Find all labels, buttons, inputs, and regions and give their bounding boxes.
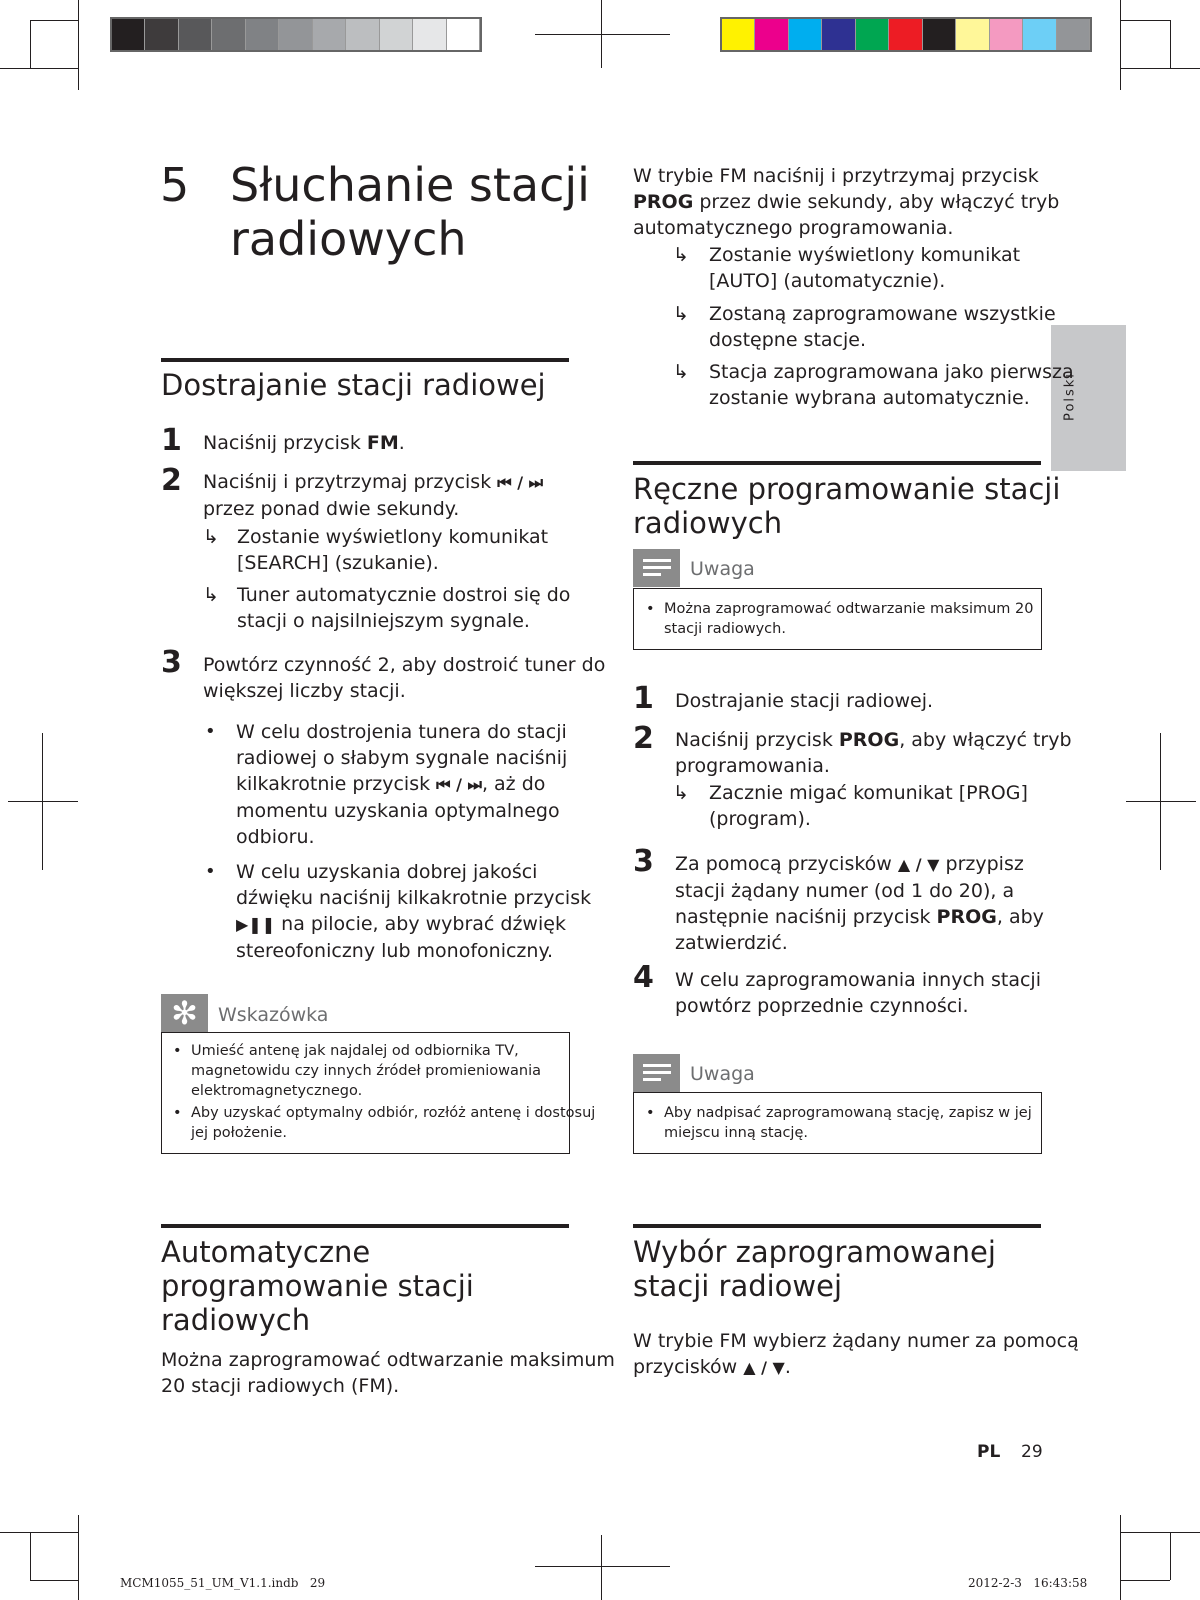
result-text xyxy=(709,359,1074,411)
text-run: , aż do xyxy=(481,773,546,795)
crop-mark xyxy=(1121,68,1200,69)
tip-item xyxy=(191,1041,541,1101)
page-number: 29 xyxy=(1021,1442,1043,1462)
text-line: W trybie FM naciśnij i przytrzymaj przycisk xyxy=(633,165,1039,187)
bullet-icon: • xyxy=(646,601,655,617)
color-swatch xyxy=(755,19,788,50)
print-slug-file: MCM1055_51_UM_V1.1.indb 29 xyxy=(120,1576,326,1590)
text-run: przypisz xyxy=(939,853,1024,875)
language-side-tab-label: Polski xyxy=(1062,372,1078,421)
text-line: W celu uzyskania dobrej jakości xyxy=(236,861,538,883)
text-line: radiowej o słabym sygnale naciśnij xyxy=(236,747,568,769)
text-line: 20 stacji radiowych (FM). xyxy=(161,1375,400,1397)
text-line: zatwierdzić. xyxy=(675,932,788,954)
step-number: 3 xyxy=(161,645,182,680)
note-label: Uwaga xyxy=(690,1063,755,1085)
result-arrow-icon: ↳ xyxy=(673,303,689,325)
color-swatch xyxy=(145,19,178,50)
heading-line: radiowych xyxy=(633,506,783,540)
section-rule xyxy=(633,1224,1041,1228)
result-text xyxy=(237,524,548,576)
note-icon-line xyxy=(643,573,661,576)
heading-line: Automatyczne xyxy=(161,1235,371,1269)
page-language-code: PL xyxy=(977,1442,1001,1462)
color-swatch xyxy=(722,19,755,50)
text-line xyxy=(675,851,1044,878)
text-line: magnetowidu czy innych źródeł promieniowania xyxy=(191,1063,542,1079)
text-line: Umieść antenę jak najdalej od odbiornika TV, xyxy=(191,1043,519,1059)
crop-mark xyxy=(1121,1532,1200,1533)
text-run: , aby xyxy=(996,906,1044,928)
crop-mark xyxy=(0,1532,78,1533)
display-message: [SEARCH] xyxy=(237,552,329,574)
text-line: Zostaną zaprogramowane wszystkie xyxy=(709,303,1056,325)
crop-mark xyxy=(1120,0,1121,90)
text-line: przez ponad dwie sekundy. xyxy=(203,498,460,520)
bullet-icon: • xyxy=(173,1043,182,1059)
tip-icon-box xyxy=(161,994,208,1032)
text-line xyxy=(236,771,567,798)
text-line: Aby nadpisać zaprogramowaną stację, zapisz w jej xyxy=(664,1105,1032,1121)
chapter-title xyxy=(230,158,590,266)
step-text: Dostrajanie stacji radiowej. xyxy=(675,690,934,712)
bullet-icon: • xyxy=(205,861,216,882)
result-arrow-icon: ↳ xyxy=(203,584,219,606)
text-line xyxy=(633,189,1059,215)
note-item xyxy=(664,1103,1032,1143)
text-line: Aby uzyskać optymalny odbiór, rozłóż antenę i dostosuj xyxy=(191,1105,596,1121)
text-run: przycisków xyxy=(633,1356,744,1378)
text-line: Zostanie wyświetlony komunikat xyxy=(709,244,1021,266)
play-pause-symbol: ▶❚❚ xyxy=(236,915,276,934)
text-run: . xyxy=(398,432,405,454)
registration-mark xyxy=(1126,801,1196,802)
crop-mark xyxy=(78,0,79,90)
color-swatch xyxy=(1057,19,1090,50)
key-label: PROG xyxy=(838,729,900,751)
skip-buttons-symbol: ⏮ / ⏭ xyxy=(436,775,482,794)
note-icon-line xyxy=(643,566,671,569)
color-swatch xyxy=(856,19,889,50)
text-line xyxy=(203,469,543,496)
note-icon-line xyxy=(643,1071,671,1074)
crop-mark xyxy=(30,1580,78,1581)
color-swatch xyxy=(1023,19,1056,50)
text-line: stacji żądany numer (od 1 do 20), a xyxy=(675,880,1015,902)
result-text xyxy=(709,242,1020,294)
text-line xyxy=(709,268,1020,294)
section-heading-tune: Dostrajanie stacji radiowej xyxy=(161,368,546,402)
heading-line: programowanie stacji xyxy=(161,1269,474,1303)
text-line xyxy=(675,904,1044,930)
chapter-number: 5 xyxy=(160,158,190,212)
heading-line: Ręczne programowanie stacji xyxy=(633,472,1061,506)
registration-mark xyxy=(8,801,78,802)
crop-mark xyxy=(1121,1580,1170,1581)
key-label: PROG xyxy=(633,191,694,213)
text-line: jej położenie. xyxy=(191,1125,287,1141)
registration-mark xyxy=(535,34,670,35)
process-color-bar xyxy=(720,17,1092,52)
text-line: stacji o najsilniejszym sygnale. xyxy=(237,610,530,632)
up-down-buttons-symbol: ▲ / ▼ xyxy=(897,855,940,874)
key-label: PROG xyxy=(936,906,997,928)
color-swatch xyxy=(923,19,956,50)
text-run: kilkakrotnie przycisk xyxy=(236,773,437,795)
section-rule xyxy=(161,358,569,362)
text-line: dźwięku naciśnij kilkakrotnie przycisk xyxy=(236,887,592,909)
text-line: miejscu inną stację. xyxy=(664,1125,808,1141)
bullet-icon: • xyxy=(646,1105,655,1121)
color-swatch xyxy=(447,19,480,50)
text-line: zostanie wybrana automatycznie. xyxy=(709,387,1030,409)
text-run: . xyxy=(784,1356,791,1378)
crop-mark xyxy=(1170,1532,1171,1580)
paragraph xyxy=(633,163,1059,241)
note-icon-line xyxy=(643,1078,661,1081)
crop-mark xyxy=(1120,1515,1121,1600)
section-rule xyxy=(161,1224,569,1228)
text-line xyxy=(633,1354,1079,1381)
color-swatch xyxy=(346,19,379,50)
text-line: momentu uzyskania optymalnego xyxy=(236,800,560,822)
note-label: Uwaga xyxy=(690,558,755,580)
chapter-title-line: Słuchanie stacji xyxy=(230,158,590,212)
registration-mark xyxy=(535,1566,670,1567)
step-number: 2 xyxy=(633,721,654,756)
note-icon-box xyxy=(633,1054,680,1092)
tip-label: Wskazówka xyxy=(218,1004,329,1026)
text-run: Naciśnij przycisk xyxy=(675,729,839,751)
text-line: (program). xyxy=(709,808,811,830)
result-arrow-icon: ↳ xyxy=(673,782,689,804)
section-heading-manual xyxy=(633,472,1060,540)
text-line: W celu dostrojenia tunera do stacji xyxy=(236,721,567,743)
bullet-text xyxy=(236,859,591,964)
text-line: Można zaprogramować odtwarzanie maksimum 20 xyxy=(664,601,1034,617)
heading-line: radiowych xyxy=(161,1303,311,1337)
text-line: Stacja zaprogramowana jako pierwsza xyxy=(709,361,1074,383)
crop-mark xyxy=(1121,20,1170,21)
text-run: następnie naciśnij przycisk xyxy=(675,906,937,928)
result-text xyxy=(709,780,1028,832)
step-number: 3 xyxy=(633,844,654,879)
color-swatch xyxy=(179,19,212,50)
step-number: 2 xyxy=(161,463,182,498)
step-number: 4 xyxy=(633,960,654,995)
text-line: elektromagnetycznego. xyxy=(191,1083,363,1099)
text-line: odbioru. xyxy=(236,826,315,848)
result-text xyxy=(709,301,1056,353)
step-text xyxy=(675,967,1041,1019)
result-text xyxy=(237,582,570,634)
heading-line: Wybór zaprogramowanej xyxy=(633,1235,996,1269)
text-line xyxy=(709,780,1028,806)
step-text xyxy=(675,851,1044,956)
text-line: W celu zaprogramowania innych stacji xyxy=(675,969,1041,991)
color-swatch xyxy=(822,19,855,50)
note-icon-line xyxy=(643,559,671,562)
color-swatch xyxy=(279,19,312,50)
bullet-text xyxy=(236,719,567,850)
key-label: FM xyxy=(366,432,399,454)
chapter-title-line: radiowych xyxy=(230,212,467,266)
text-line xyxy=(237,550,548,576)
up-down-buttons-symbol: ▲ / ▼ xyxy=(743,1358,785,1377)
skip-buttons-symbol: ⏮ / ⏭ xyxy=(497,473,544,492)
tip-item xyxy=(191,1103,595,1143)
step-number: 1 xyxy=(633,681,654,716)
text-line: W trybie FM wybierz żądany numer za pomocą xyxy=(633,1330,1079,1352)
result-arrow-icon: ↳ xyxy=(203,526,219,548)
step-text xyxy=(675,727,1072,779)
section-heading-select xyxy=(633,1235,996,1303)
text-line: Można zaprogramować odtwarzanie maksimum xyxy=(161,1349,615,1371)
text-line: Powtórz czynność 2, aby dostroić tuner do xyxy=(203,654,606,676)
color-swatch xyxy=(789,19,822,50)
text-run: Zacznie migać komunikat xyxy=(709,782,959,804)
registration-mark xyxy=(601,1535,602,1600)
text-line: programowania. xyxy=(675,755,830,777)
text-line: automatycznego programowania. xyxy=(633,217,954,239)
text-line: większej liczby stacji. xyxy=(203,680,406,702)
section-heading-auto xyxy=(161,1235,474,1337)
text-run: Za pomocą przycisków xyxy=(675,853,898,875)
tip-icon: ✻ xyxy=(171,994,198,1032)
crop-mark xyxy=(30,20,78,21)
display-message: [AUTO] xyxy=(709,270,778,292)
step-number: 1 xyxy=(161,423,182,458)
text-run: (automatycznie). xyxy=(777,270,946,292)
text-line xyxy=(236,911,591,938)
step-text xyxy=(203,652,605,704)
text-line: dostępne stacje. xyxy=(709,329,867,351)
note-icon-box xyxy=(633,549,680,587)
text-run: (szukanie). xyxy=(328,552,439,574)
text-run: Naciśnij i przytrzymaj przycisk xyxy=(203,471,498,493)
color-swatch xyxy=(413,19,446,50)
bullet-icon: • xyxy=(205,721,216,742)
crop-mark xyxy=(78,1515,79,1600)
step-text xyxy=(203,430,405,456)
result-arrow-icon: ↳ xyxy=(673,244,689,266)
color-swatch xyxy=(246,19,279,50)
crop-mark xyxy=(30,1532,31,1580)
text-line: stereofoniczny lub monofoniczny. xyxy=(236,940,554,962)
step-text xyxy=(203,469,543,522)
text-line: stacji radiowych. xyxy=(664,621,786,637)
text-line xyxy=(675,727,1072,753)
print-slug-datetime: 2012-2-3 16:43:58 xyxy=(968,1576,1088,1590)
color-swatch xyxy=(889,19,922,50)
color-swatch xyxy=(380,19,413,50)
crop-mark xyxy=(1170,20,1171,68)
note-item xyxy=(664,599,1033,639)
color-swatch xyxy=(212,19,245,50)
color-swatch xyxy=(112,19,145,50)
display-message: [PROG] xyxy=(958,782,1028,804)
bullet-icon: • xyxy=(173,1105,182,1121)
text-line: Tuner automatycznie dostroi się do xyxy=(237,584,571,606)
color-swatch xyxy=(990,19,1023,50)
section-rule xyxy=(633,461,1041,465)
color-swatch xyxy=(313,19,346,50)
result-arrow-icon: ↳ xyxy=(673,361,689,383)
section-paragraph xyxy=(161,1347,615,1399)
text-run: , aby włączyć tryb xyxy=(899,729,1072,751)
text-run: Naciśnij przycisk xyxy=(203,432,367,454)
text-run: przez dwie sekundy, aby włączyć tryb xyxy=(693,191,1060,213)
crop-mark xyxy=(0,68,78,69)
text-line: powtórz poprzednie czynności. xyxy=(675,995,969,1017)
section-paragraph xyxy=(633,1328,1079,1381)
heading-line: stacji radiowej xyxy=(633,1269,843,1303)
color-swatch xyxy=(956,19,989,50)
note-icon-line xyxy=(643,1064,671,1067)
text-line: Zostanie wyświetlony komunikat xyxy=(237,526,549,548)
crop-mark xyxy=(30,20,31,68)
text-run: na pilocie, aby wybrać dźwięk xyxy=(275,913,566,935)
gray-color-bar xyxy=(110,17,482,52)
